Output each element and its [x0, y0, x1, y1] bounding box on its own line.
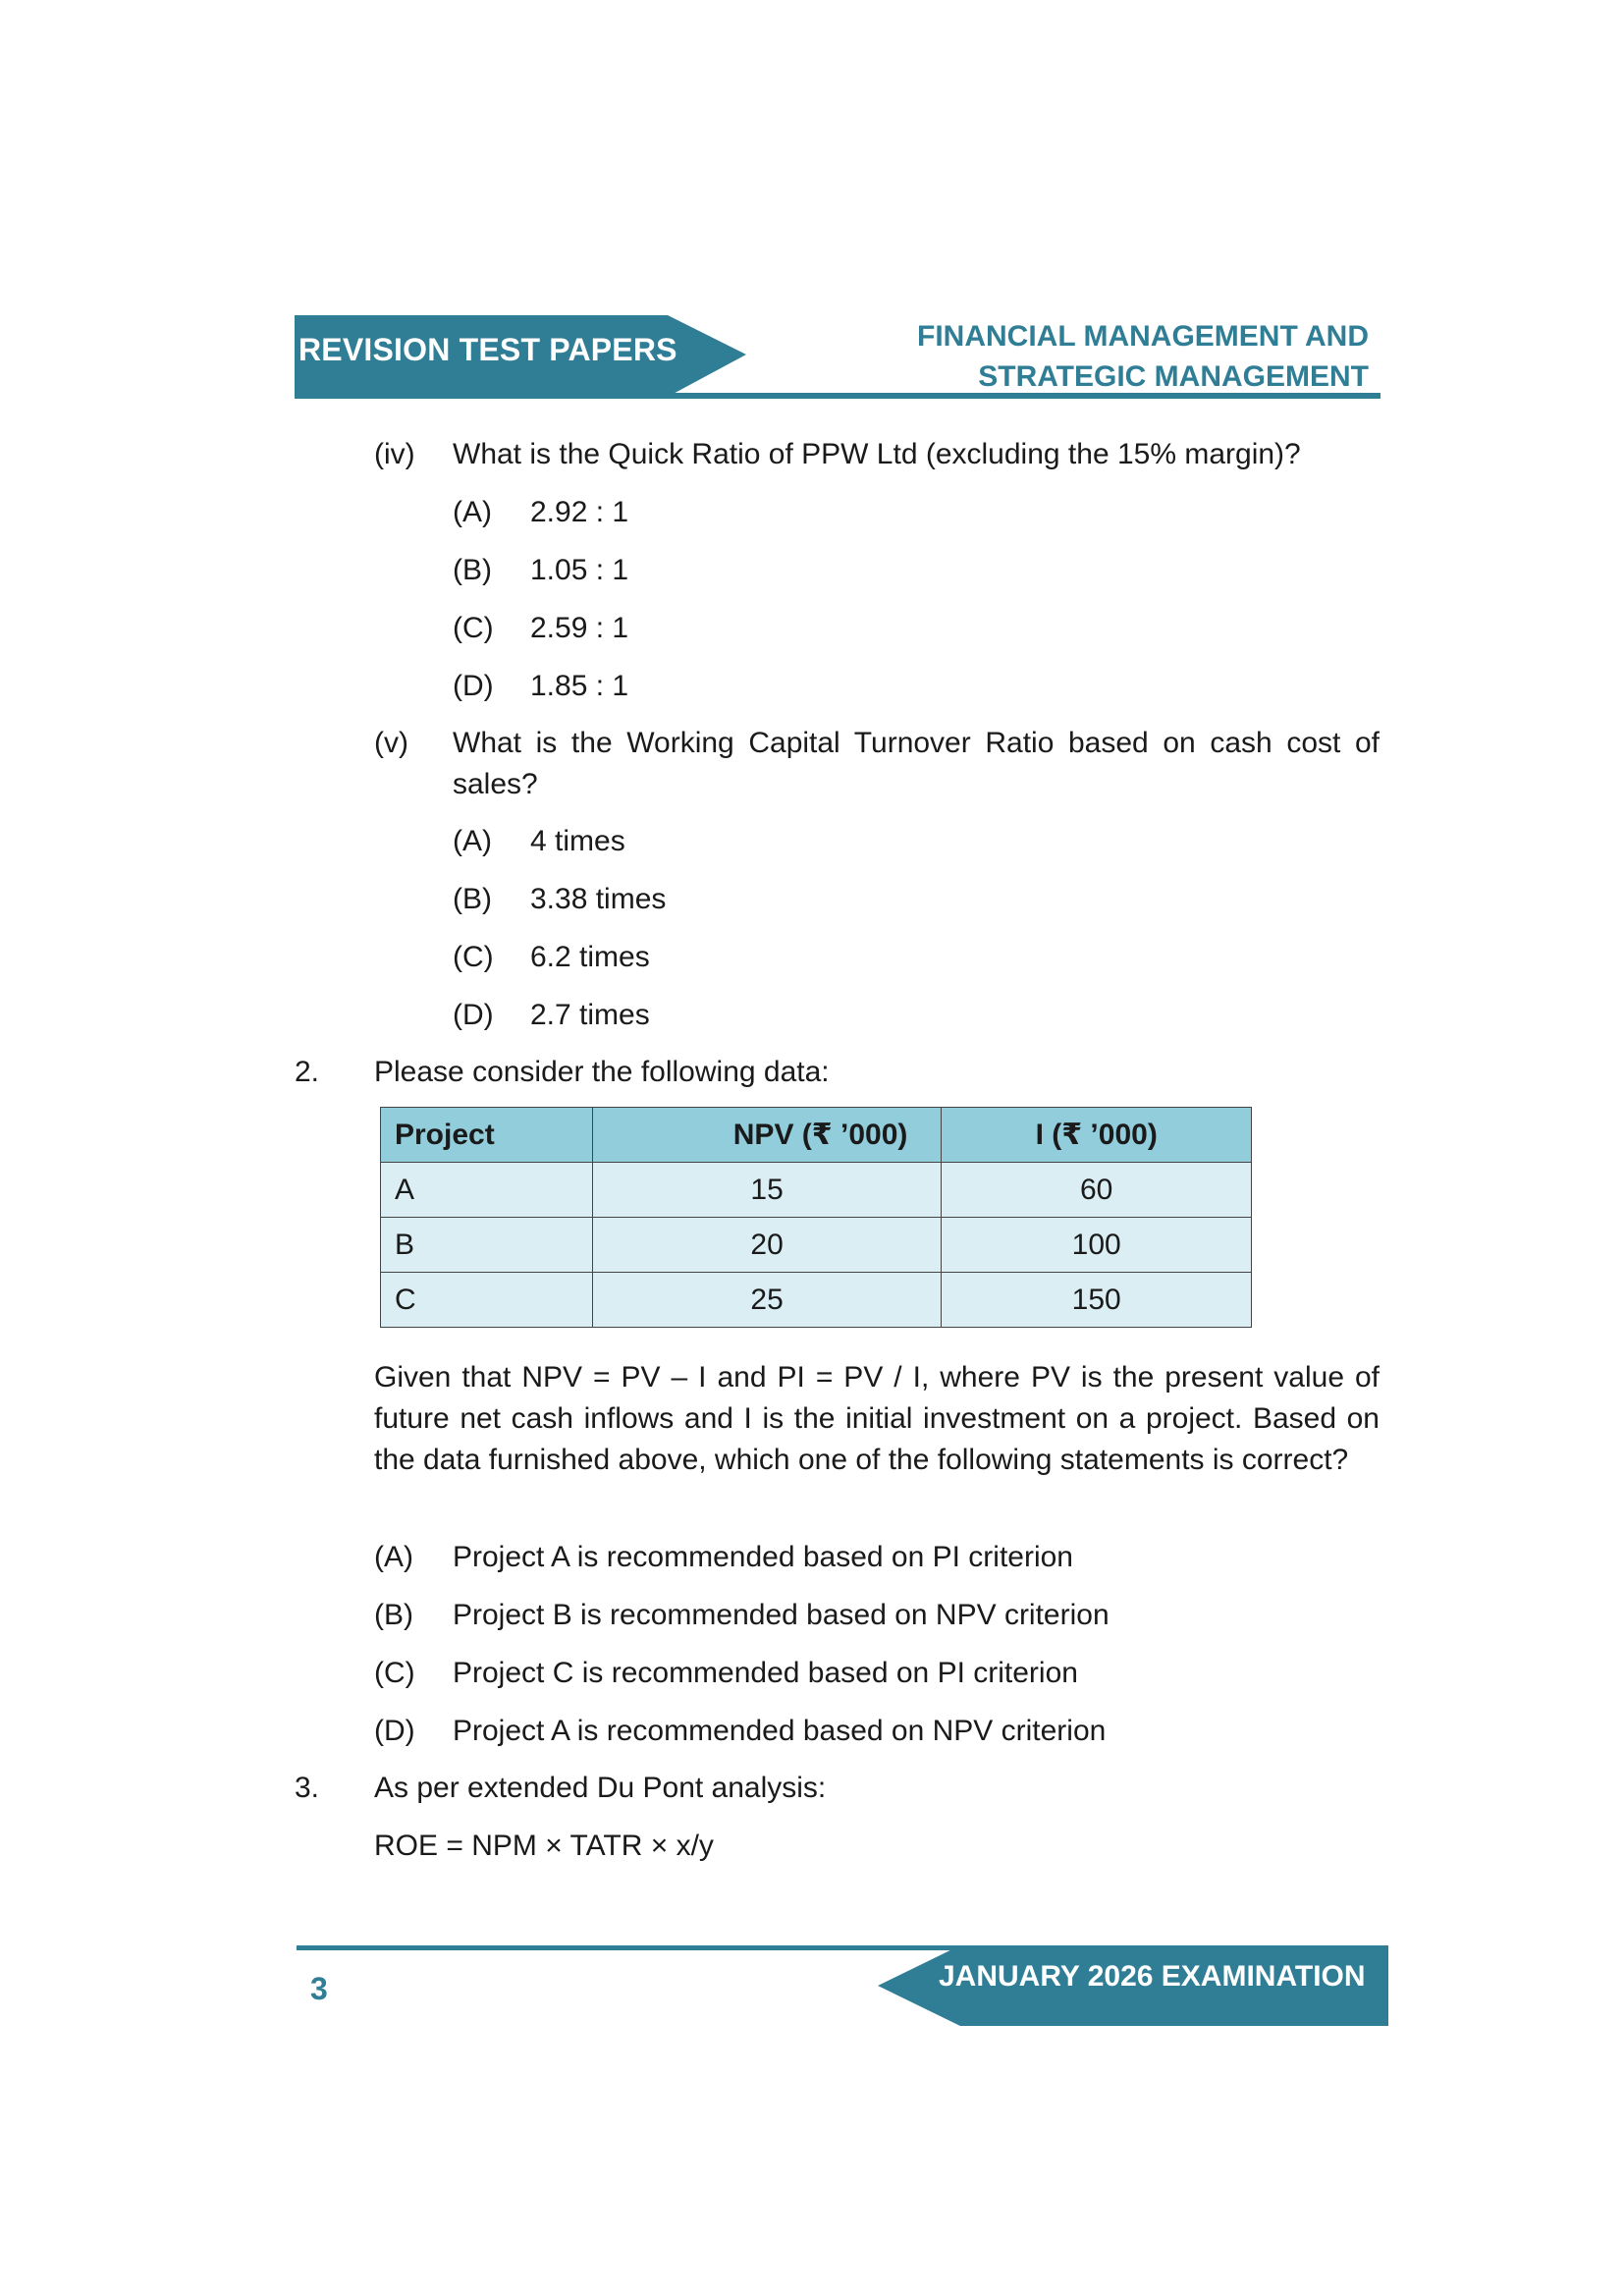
table-cell: A	[381, 1163, 593, 1218]
subject-line-2: STRATEGIC MANAGEMENT	[978, 360, 1369, 393]
question-iv-text: What is the Quick Ratio of PPW Ltd (excluding the 15% margin)?	[453, 438, 1301, 470]
subject-line-1: FINANCIAL MANAGEMENT AND	[917, 320, 1369, 353]
table-header-cell: NPV (₹ ’000)	[592, 1108, 942, 1163]
page-number: 3	[310, 1971, 328, 2006]
option-text: Project A is recommended based on PI criterion	[453, 1541, 1073, 1573]
question-v-number: (v)	[374, 727, 408, 759]
option-label: (D)	[453, 670, 494, 702]
table-cell: 25	[592, 1273, 942, 1328]
question-v-text: What is the Working Capital Turnover Ratio based on cash cost of sales?	[453, 727, 1380, 800]
option-label: (C)	[453, 612, 494, 644]
question-3-intro: As per extended Du Pont analysis:	[374, 1772, 827, 1804]
table-cell: C	[381, 1273, 593, 1328]
table-cell: 20	[592, 1218, 942, 1273]
option-text: Project C is recommended based on PI criterion	[453, 1657, 1078, 1689]
question-2-number: 2.	[295, 1056, 320, 1088]
option-text: Project A is recommended based on NPV criterion	[453, 1715, 1107, 1747]
du-pont-formula: ROE = NPM × TATR × x/y	[374, 1830, 714, 1862]
option-label: (C)	[374, 1657, 415, 1689]
option-text: 6.2 times	[530, 941, 650, 973]
question-2-intro: Please consider the following data:	[374, 1056, 830, 1088]
option-label: (D)	[453, 999, 494, 1031]
table-header-cell: I (₹ ’000)	[942, 1108, 1252, 1163]
table-cell: B	[381, 1218, 593, 1273]
option-label: (D)	[374, 1715, 415, 1747]
option-text: 2.7 times	[530, 999, 650, 1031]
question-3-number: 3.	[295, 1772, 320, 1804]
question-2-body: Given that NPV = PV – I and PI = PV / I, where PV is the present value of future net cash inflows and I is the initial investment on a project. Based on the data furnished above, which one of the following statements is correct?	[374, 1361, 1380, 1476]
table-cell: 15	[592, 1163, 942, 1218]
option-text: 2.59 : 1	[530, 612, 629, 644]
table-cell: 60	[942, 1163, 1252, 1218]
table-cell: 100	[942, 1218, 1252, 1273]
option-label: (B)	[453, 883, 492, 915]
subject-title	[917, 316, 1369, 397]
option-label: (C)	[453, 941, 494, 973]
option-label: (A)	[374, 1541, 413, 1573]
header-title: REVISION TEST PAPERS	[298, 332, 677, 367]
table-header-row	[381, 1108, 1252, 1163]
exam-label: JANUARY 2026 EXAMINATION	[939, 1960, 1366, 1993]
table-row	[381, 1163, 1252, 1218]
option-text: 1.05 : 1	[530, 554, 629, 586]
option-text: 4 times	[530, 825, 625, 857]
option-label: (A)	[453, 825, 492, 857]
question-iv-number: (iv)	[374, 438, 415, 470]
option-text: 3.38 times	[530, 883, 667, 915]
project-data-table	[380, 1107, 1252, 1328]
option-label: (B)	[453, 554, 492, 586]
table-header-cell: Project	[381, 1108, 593, 1163]
option-label: (B)	[374, 1599, 413, 1631]
option-text: 2.92 : 1	[530, 496, 629, 528]
table-cell: 150	[942, 1273, 1252, 1328]
table-row	[381, 1218, 1252, 1273]
option-text: Project B is recommended based on NPV criterion	[453, 1599, 1110, 1631]
table-row	[381, 1273, 1252, 1328]
option-label: (A)	[453, 496, 492, 528]
option-text: 1.85 : 1	[530, 670, 629, 702]
